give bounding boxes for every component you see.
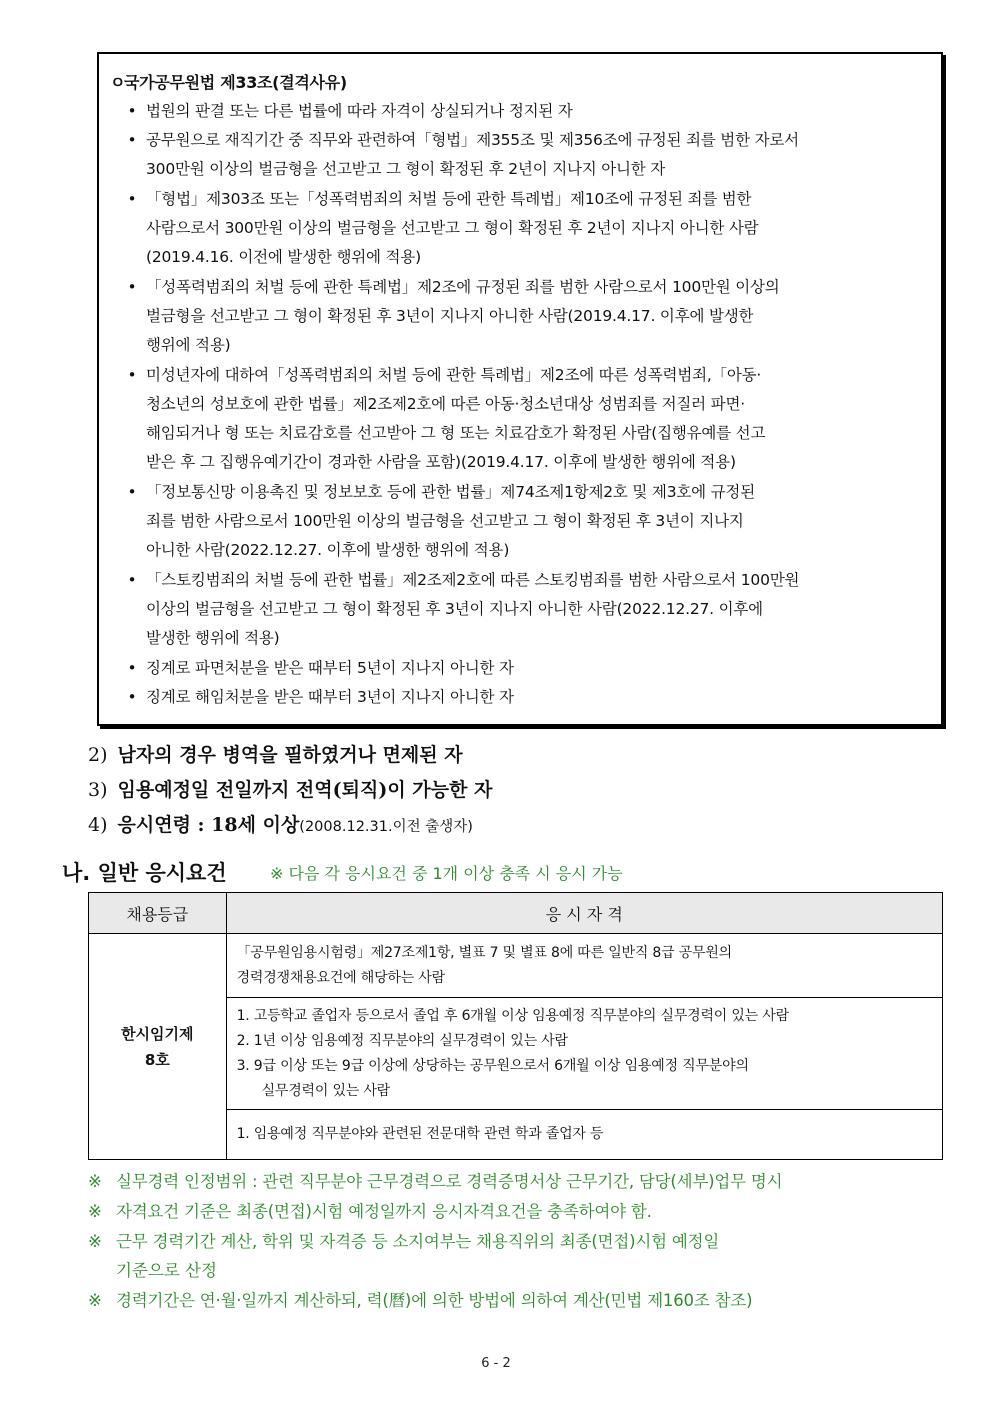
bullet-icon: • [127,483,137,501]
note-item-continuation: 기준으로 산정 [116,1261,217,1280]
list-item: • 공무원으로 재직기간 중 직무와 관련하여「형법」제355조 및 제356조에 규정된 죄를 범한 자로서 [118,128,799,150]
bullet-icon: • [127,278,137,296]
list-item-continuation: 행위에 적용) [146,336,231,354]
requirement-item: 2) 남자의 경우 병역을 필하였거나 면제된 자 [88,744,463,766]
disqualification-box [97,52,943,726]
header-qualification: 응 시 자 격 [226,893,942,934]
bullet-icon: • [127,190,137,208]
list-item-continuation: 해임되거나 형 또는 치료감호를 선고받아 그 형 또는 치료감호가 확정된 사람(집행유예를 선고 [146,424,766,442]
list-item-continuation: 청소년의 성보호에 관한 법률」제2조제2호에 따른 아동·청소년대상 성범죄를 저질러 파면· [146,395,745,413]
list-item: • 징계로 파면처분을 받은 때부터 5년이 지나지 아니한 자 [118,656,514,678]
note-item: ※ 자격요건 기준은 최종(면접)시험 예정일까지 응시자격요건을 충족하여야 함. [88,1202,652,1221]
section-note: ※ 다음 각 응시요건 중 1개 이상 충족 시 응시 가능 [270,864,623,883]
list-item-continuation: (2019.4.16. 이전에 발생한 행위에 적용) [146,248,421,266]
list-item: • 「형법」제303조 또는「성폭력범죄의 처벌 등에 관한 특례법」제10조에 규정된 죄를 범한 [118,187,751,209]
page-number: 6 - 2 [481,1356,511,1371]
section-heading: 나. 일반 응시요건 [62,861,227,885]
reference-mark-icon: ※ [88,1202,102,1221]
requirement-item: 3) 임용예정일 전일까지 전역(퇴직)이 가능한 자 [88,779,493,801]
list-item-continuation: 사람으로서 300만원 이상의 벌금형을 선고받고 그 형이 확정된 후 2년이 지나지 아니한 사람 [146,219,759,237]
table-row [89,934,943,998]
header-grade: 채용등급 [89,893,227,934]
birth-date-note: (2008.12.31.이전 출생자) [299,819,473,835]
reference-mark-icon: ※ [88,1291,102,1310]
reference-mark-icon: ※ [88,1172,102,1191]
note-item: ※ 경력기간은 연·월·일까지 계산하되, 력(曆)에 의한 방법에 의하여 계산(민법 제160조 참조) [88,1291,753,1310]
qualification-cell: 1. 고등학교 졸업자 등으로서 졸업 후 6개월 이상 임용예정 직무분야의 실무경력이 있는 사람 2. 1년 이상 임용예정 직무분야의 실무경력이 있는 사람 3. 9급 이상 또는 9급 이상에 상당하는 공무원으로서 6개월 이상 임용예정 직무분야의 실무경력이 있는 사람 [226,998,942,1110]
box-title [110,70,347,93]
list-item-continuation: 발생한 행위에 적용) [146,629,280,647]
list-item-continuation: 이상의 벌금형을 선고받고 그 형이 확정된 후 3년이 지나지 아니한 사람(2022.12.27. 이후에 [146,600,763,618]
bullet-icon: • [127,366,137,384]
bullet-icon: • [127,659,137,677]
list-item-continuation: 300만원 이상의 벌금형을 선고받고 그 형이 확정된 후 2년이 지나지 아니한 자 [146,160,666,178]
list-item: • 법원의 판결 또는 다른 법률에 따라 자격이 상실되거나 정지된 자 [118,99,573,121]
bullet-icon: • [127,571,137,589]
list-item-continuation: 죄를 범한 사람으로서 100만원 이상의 벌금형을 선고받고 그 형이 확정된 후 3년이 지나지 [146,512,744,530]
bullet-icon: • [127,131,137,149]
bullet-icon: • [127,102,137,120]
circle-marker: ㅇ [110,73,126,92]
table-header-row [89,893,943,934]
list-item: • 미성년자에 대하여「성폭력범죄의 처벌 등에 관한 특례법」제2조에 따른 성폭력범죄,「아동· [118,363,761,385]
box-title-text: 국가공무원법 제33조(결격사유) [124,73,347,92]
list-item: • 「성폭력범죄의 처벌 등에 관한 특례법」제2조에 규정된 죄를 범한 사람으로서 100만원 이상의 [118,275,780,297]
list-item-continuation: 벌금형을 선고받고 그 형이 확정된 후 3년이 지나지 아니한 사람(2019.4.17. 이후에 발생한 [146,307,754,325]
qualification-table [88,892,943,1160]
reference-mark-icon: ※ [88,1232,102,1251]
list-item: • 징계로 해임처분을 받은 때부터 3년이 지나지 아니한 자 [118,685,514,707]
grade-cell: 한시임기제 8호 [89,934,227,1160]
qualification-cell: 「공무원임용시험령」제27조제1항, 별표 7 및 별표 8에 따른 일반직 8급 공무원의 경력경쟁채용요건에 해당하는 사람 [226,934,942,998]
note-item: ※ 실무경력 인정범위 : 관련 직무분야 근무경력으로 경력증명서상 근무기간, 담당(세부)업무 명시 [88,1172,783,1191]
list-item: • 「정보통신망 이용촉진 및 정보보호 등에 관한 법률」제74조제1항제2호 및 제3호에 규정된 [118,480,755,502]
list-item: • 「스토킹범죄의 처벌 등에 관한 법률」제2조제2호에 따른 스토킹범죄를 범한 사람으로서 100만원 [118,568,799,590]
note-item: ※ 근무 경력기간 계산, 학위 및 자격증 등 소지여부는 채용직위의 최종(면접)시험 예정일 [88,1232,720,1251]
list-item-continuation: 아니한 사람(2022.12.27. 이후에 발생한 행위에 적용) [146,541,510,559]
list-item-continuation: 받은 후 그 집행유예기간이 경과한 사람을 포함)(2019.4.17. 이후에 발생한 행위에 적용) [146,453,736,471]
qualification-cell: 1. 임용예정 직무분야와 관련된 전문대학 관련 학과 졸업자 등 [226,1110,942,1160]
requirement-item: 4) 응시연령 : 18세 이상(2008.12.31.이전 출생자) [88,814,473,836]
bullet-icon: • [127,688,137,706]
